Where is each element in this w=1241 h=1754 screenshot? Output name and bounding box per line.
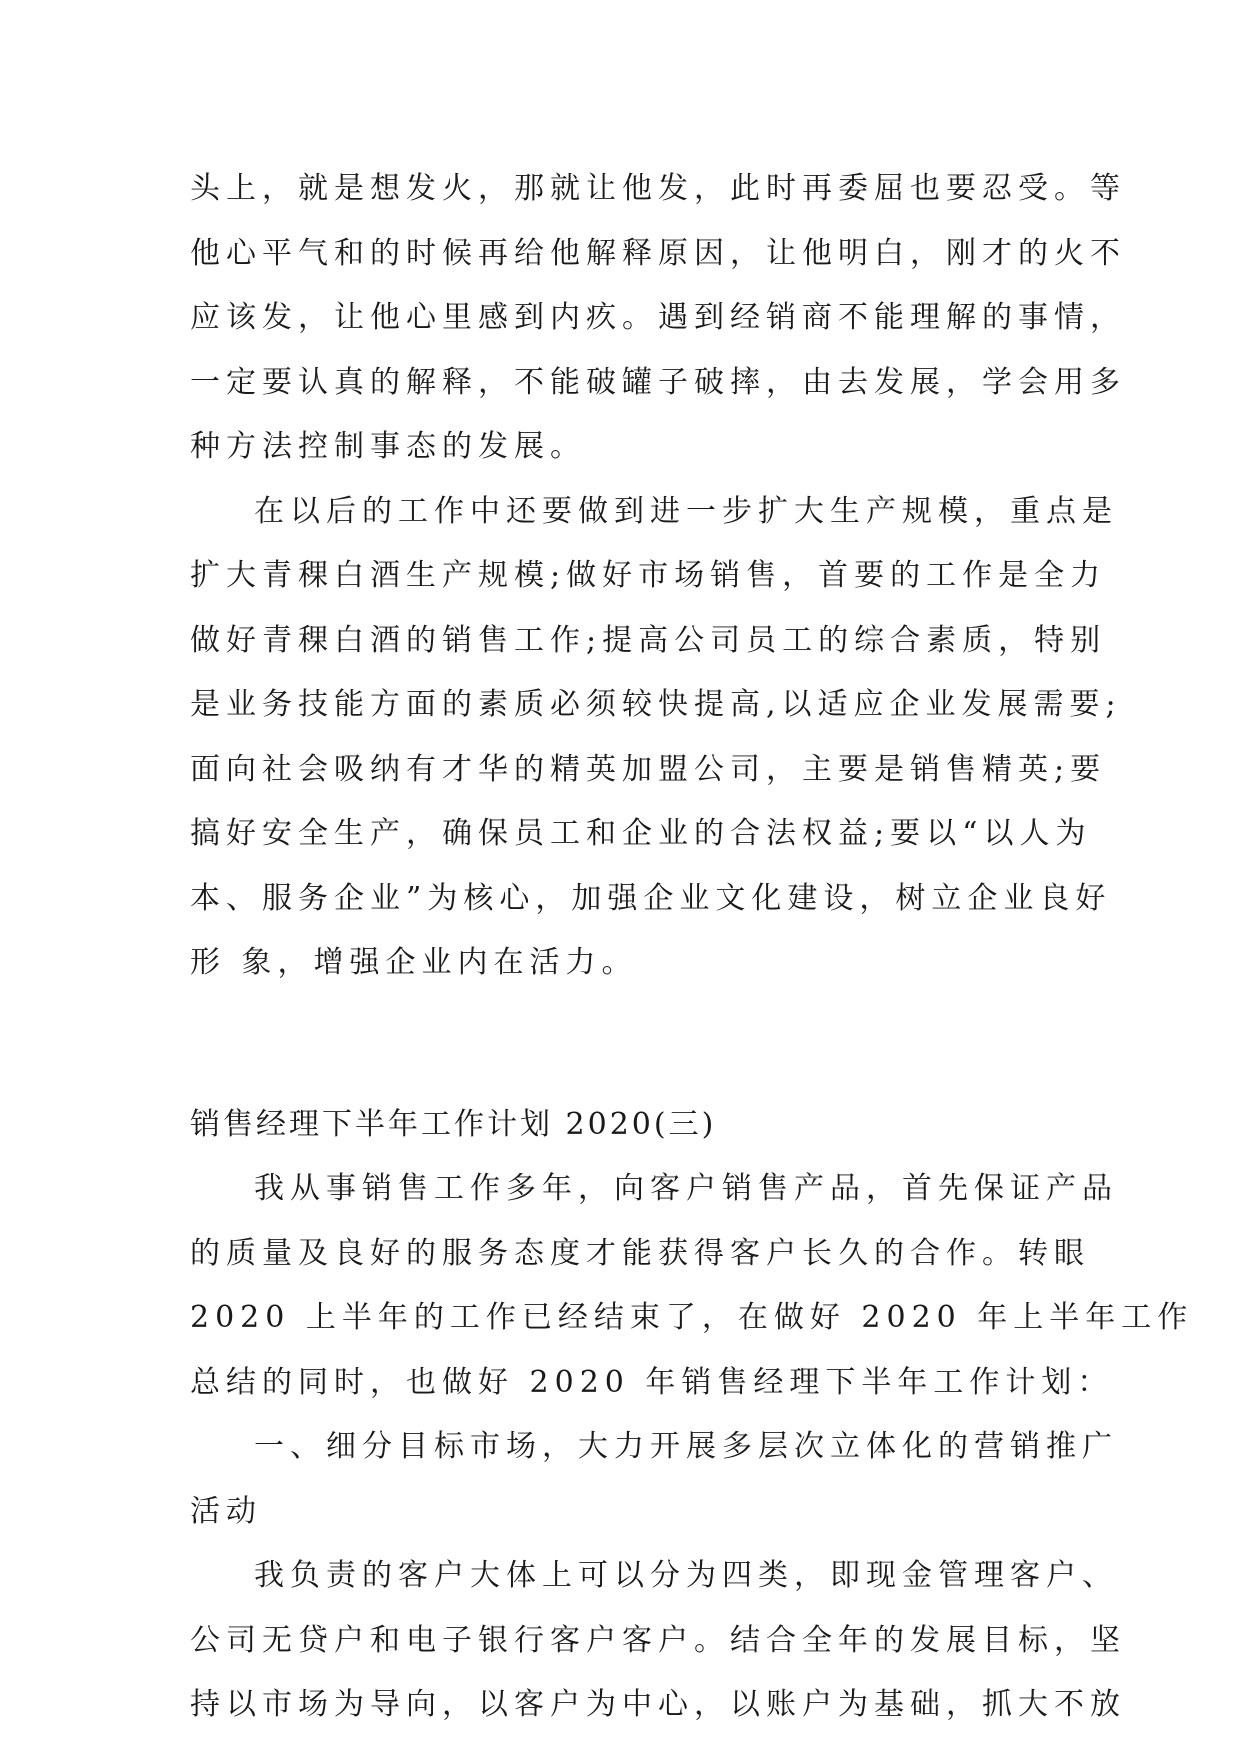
paragraph-3 [190, 1157, 1194, 1415]
text-line: 是业务技能方面的素质必须较快提高,以适应企业发展需要; [190, 687, 1122, 722]
text-line: 应该发，让他心里感到内疚。遇到经销商不能理解的事情， [190, 300, 1126, 335]
text-line: 搞好安全生产，确保员工和企业的合法权益;要以“以人为 [190, 816, 1092, 851]
text-line: 一、细分目标市场，大力开展多层次立体化的营销推广 [254, 1429, 1118, 1464]
text-line: 他心平气和的时候再给他解释原因，让他明白，刚才的火不 [190, 235, 1126, 271]
text-line: 面向社会吸纳有才华的精英加盟公司，主要是销售精英;要 [190, 751, 1107, 787]
text-line: 持以市场为导向，以客户为中心，以账户为基础，抓大不放 [190, 1687, 1126, 1722]
section-title: 销售经理下半年工作计划 2020(三) [190, 1106, 717, 1142]
text-line: 做好青稞白酒的销售工作;提高公司员工的综合素质，特别 [190, 622, 1107, 658]
paragraph-4 [190, 1415, 1118, 1544]
text-line: 我负责的客户大体上可以分为四类，即现金管理客户、 [254, 1558, 1118, 1593]
text-line: 总结的同时，也做好 2020 年销售经理下半年工作计划： [190, 1364, 1114, 1400]
text-line: 活动 [190, 1493, 262, 1529]
text-line: 我从事销售工作多年，向客户销售产品，首先保证产品 [254, 1171, 1118, 1206]
paragraph-2 [190, 480, 1122, 996]
text-line: 种方法控制事态的发展。 [190, 429, 586, 464]
text-line: 形 象，增强企业内在活力。 [190, 945, 638, 980]
text-line: 本、服务企业”为核心，加强企业文化建设，树立企业良好 [190, 880, 1112, 916]
text-line: 扩大青稞白酒生产规模;做好市场销售，首要的工作是全力 [190, 558, 1107, 593]
text-line: 公司无贷户和电子银行客户客户。结合全年的发展目标，坚 [190, 1622, 1126, 1658]
paragraph-1 [190, 157, 1126, 480]
text-line: 2020 上半年的工作已经结束了，在做好 2020 年上半年工作 [190, 1300, 1194, 1335]
text-line: 头上，就是想发火，那就让他发，此时再委屈也要忍受。等 [190, 171, 1126, 206]
text-line: 的质量及良好的服务态度才能获得客户长久的合作。转眼 [190, 1235, 1090, 1271]
paragraph-5 [190, 1544, 1126, 1738]
text-line: 一定要认真的解释，不能破罐子破摔，由去发展，学会用多 [190, 364, 1126, 400]
document-body [190, 157, 1194, 1738]
text-line: 在以后的工作中还要做到进一步扩大生产规模，重点是 [254, 493, 1118, 529]
section-gap [190, 996, 1060, 1093]
